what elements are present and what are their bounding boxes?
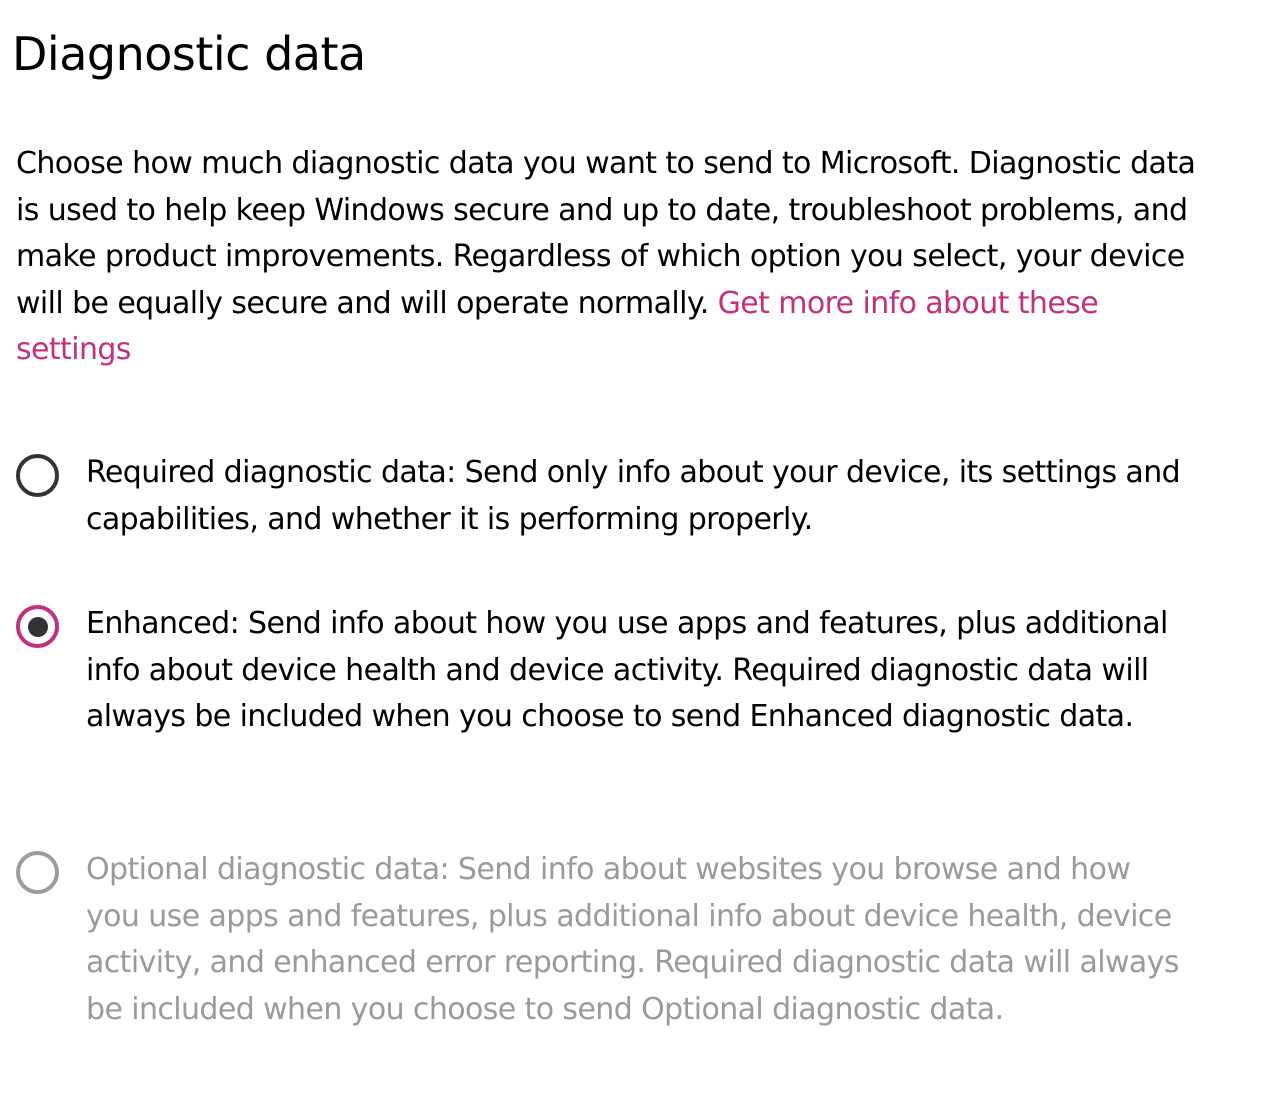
description-paragraph — [16, 141, 1196, 374]
more-info-link[interactable]: Get more info about these settings — [16, 285, 1099, 368]
page-title: Diagnostic data — [12, 27, 366, 81]
enhanced-radio-button[interactable] — [16, 605, 59, 648]
enhanced-option-label: Enhanced: Send info about how you use apps and features, plus additional info about device health and device activity. Required diagnostic data will always be included when you choose to send Enhanced diagnostic data. — [86, 606, 1168, 735]
required-radio-button[interactable] — [16, 454, 59, 497]
description-text: Choose how much diagnostic data you want to send to Microsoft. Diagnostic data is used to help keep Windows secure and up to date, troubleshoot problems, and make product improvements. Regardless of which option you select, your device will be equally secure and will operate normally. — [16, 146, 1196, 321]
optional-option-label: Optional diagnostic data: Send info about websites you browse and how you use apps and features, plus additional info about device health, device activity, and enhanced error reporting. Required diagnostic data will always be included when you choose to send Optional diagnostic data. — [86, 852, 1179, 1027]
optional-radio-button — [16, 851, 59, 894]
required-option-label: Required diagnostic data: Send only info about your device, its settings and capabilities, and whether it is performing properly. — [86, 455, 1181, 537]
